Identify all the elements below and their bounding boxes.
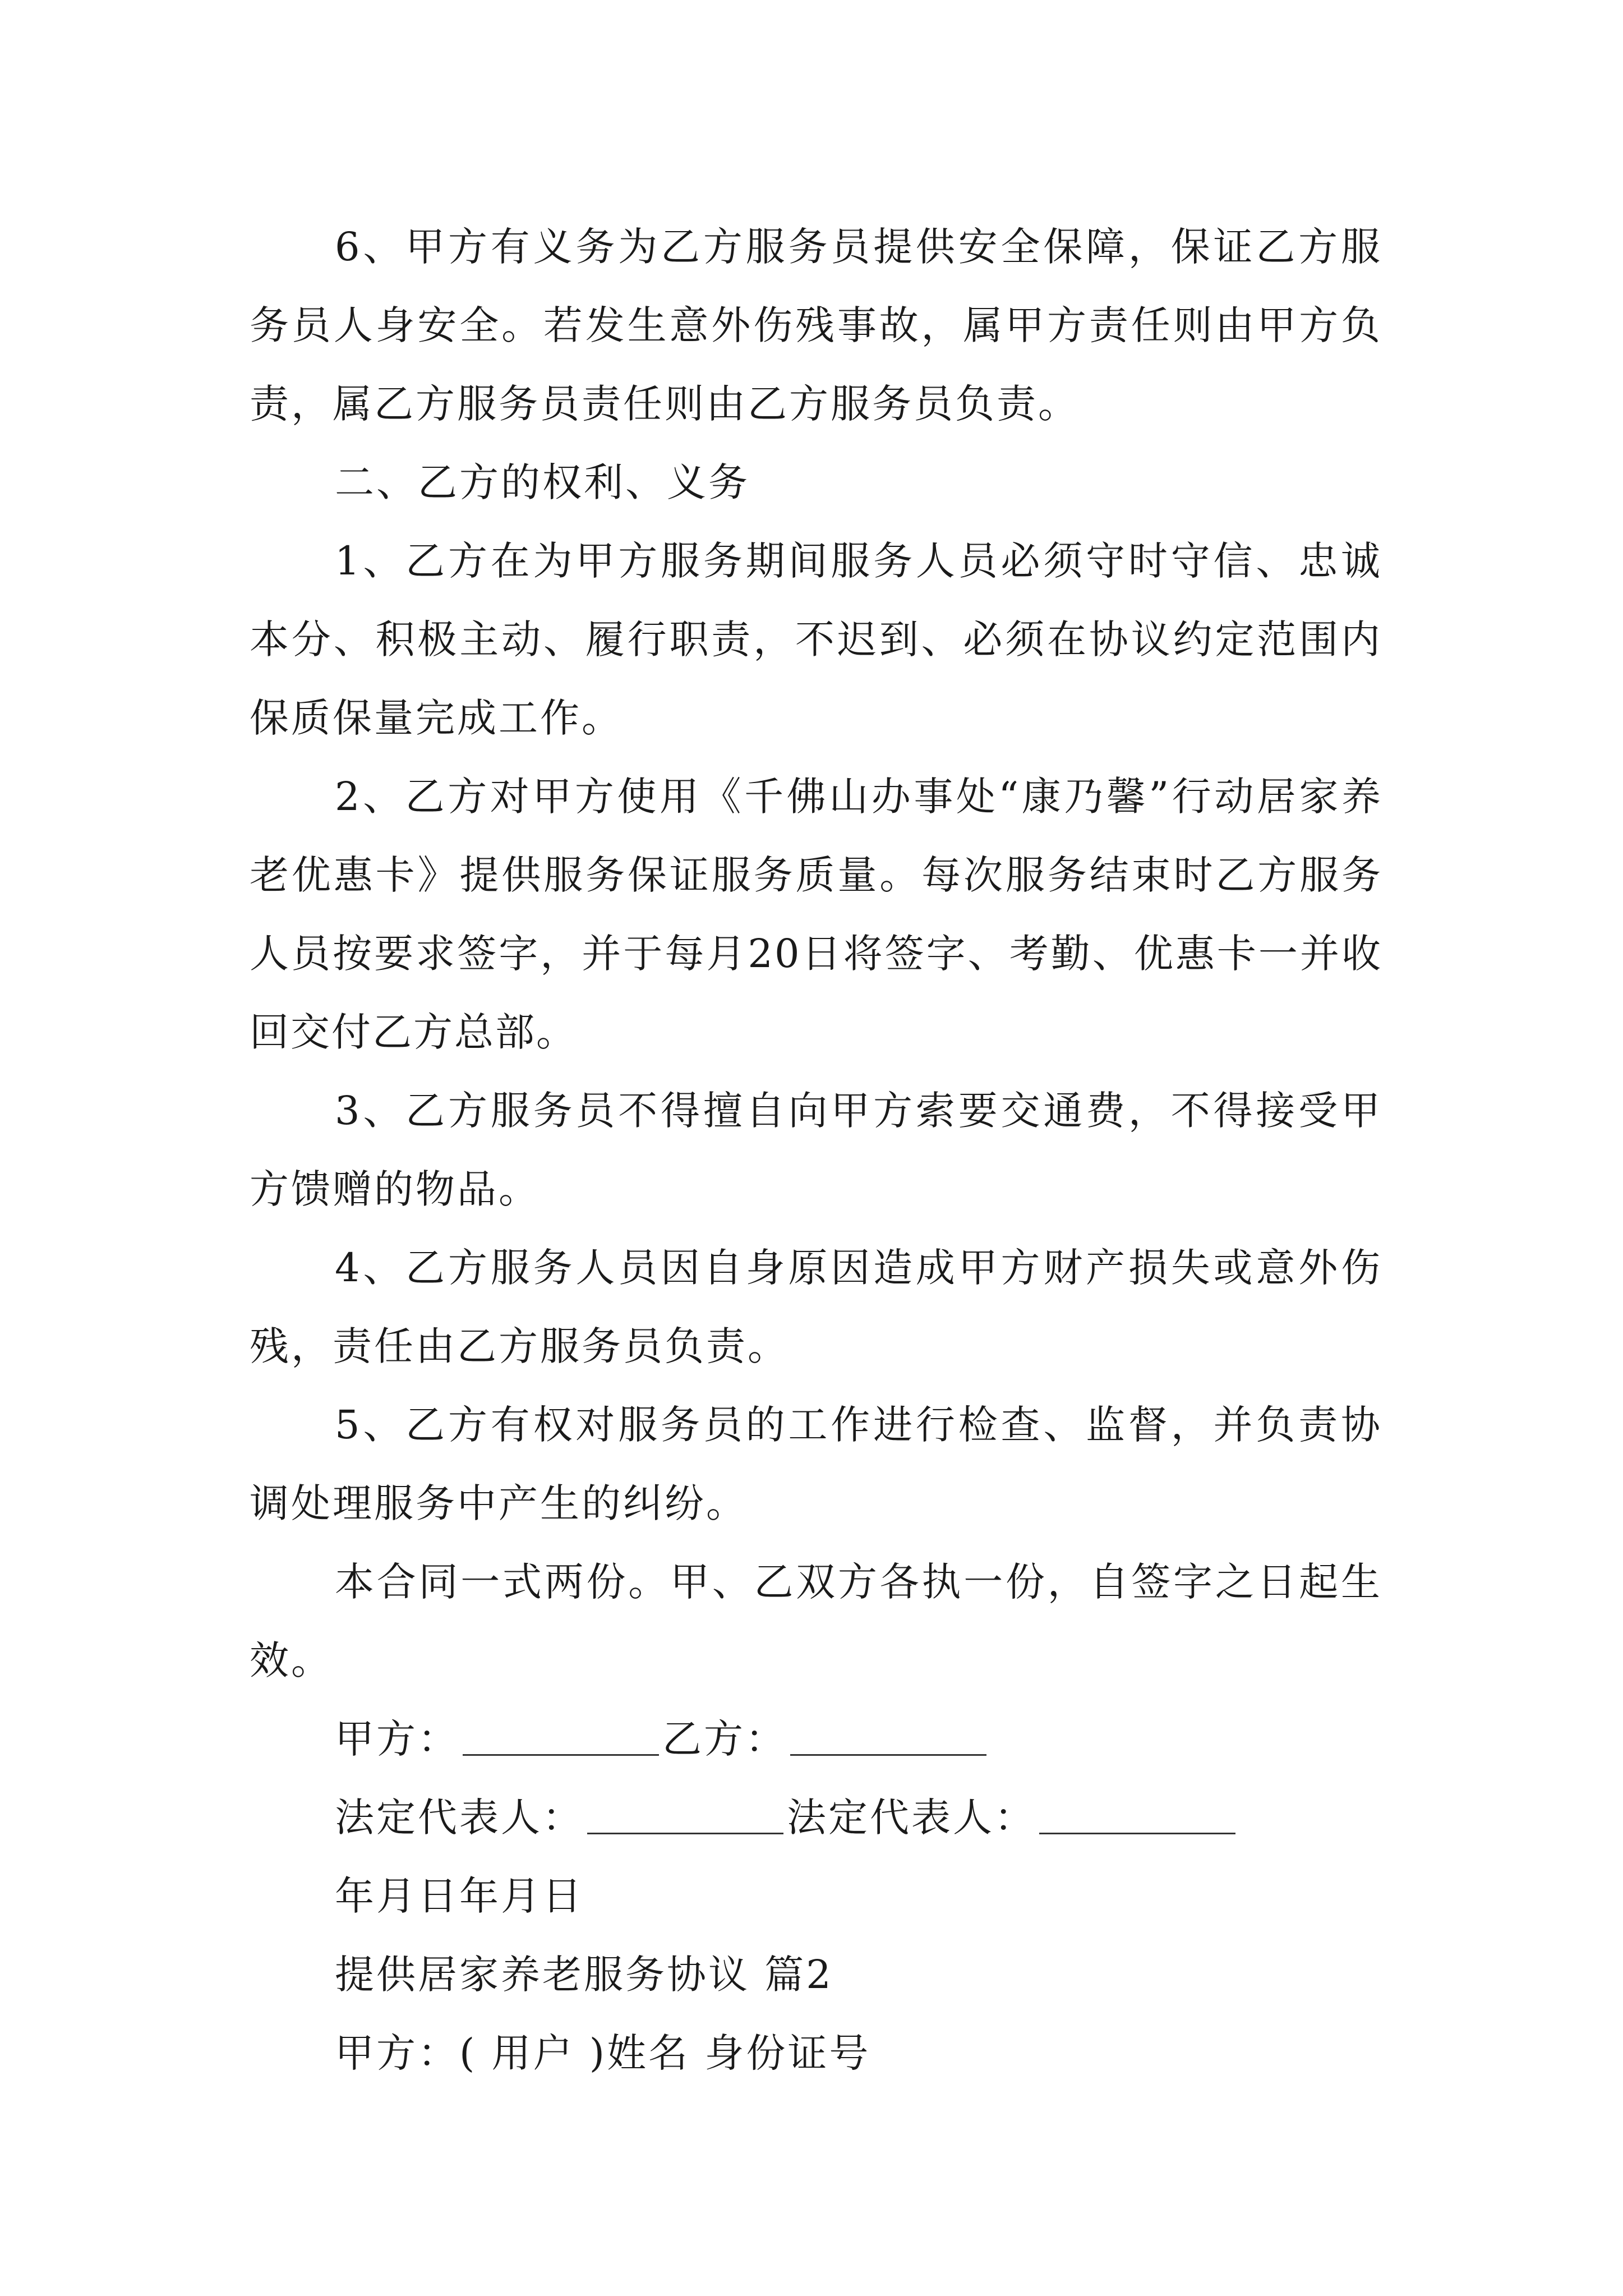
rep-b-label: 法定代表人： — [787, 1795, 1036, 1841]
next-section-party-a-line: 甲方：( 用户 )姓名 身份证号 — [335, 2030, 871, 2076]
clause-b5: 5、乙方有权对服务员的工作进行检查、监督，并负责协调处理服务中产生的纠纷。 — [250, 1402, 1382, 1526]
next-section-title: 提供居家养老服务协议 篇2 — [335, 1952, 833, 1998]
clause-b1: 1、乙方在为甲方服务期间服务人员必须守时守信、忠诚本分、积极主动、履行职责，不迟到、必须在协议约定范围内保质保量完成工作。 — [250, 538, 1382, 741]
document-body — [250, 208, 1382, 2092]
clause-a6: 6、甲方有义务为乙方服务员提供安全保障，保证乙方服务员人身安全。若发生意外伤残事故，属甲方责任则由甲方负责，属乙方服务员责任则由乙方服务员负责。 — [250, 224, 1382, 427]
rep-a-label: 法定代表人： — [335, 1795, 584, 1841]
party-a-label: 甲方： — [335, 1716, 459, 1762]
clause-b3: 3、乙方服务员不得擅自向甲方索要交通费，不得接受甲方馈赠的物品。 — [250, 1088, 1382, 1212]
section-heading-party-b-rights: 二、乙方的权利、义务 — [335, 459, 750, 505]
representative-signature-line — [250, 1778, 1382, 1857]
party-b-label: 乙方： — [662, 1716, 787, 1762]
clause-b4: 4、乙方服务人员因自身原因造成甲方财产损失或意外伤残，责任由乙方服务员负责。 — [250, 1245, 1382, 1369]
party-b-blank — [790, 1720, 986, 1756]
contract-copies-clause: 本合同一式两份。甲、乙双方各执一份，自签字之日起生效。 — [250, 1559, 1382, 1683]
date-line: 年月日年月日 — [335, 1873, 584, 1919]
rep-a-blank — [587, 1799, 783, 1834]
rep-b-blank — [1039, 1799, 1235, 1834]
party-a-blank — [463, 1720, 659, 1756]
party-signature-line — [250, 1700, 1382, 1778]
clause-b2: 2、乙方对甲方使用《千佛山办事处“康乃馨”行动居家养老优惠卡》提供服务保证服务质量。每次服务结束时乙方服务人员按要求签字，并于每月20日将签字、考勤、优惠卡一并收回交付乙方总部。 — [250, 774, 1382, 1055]
